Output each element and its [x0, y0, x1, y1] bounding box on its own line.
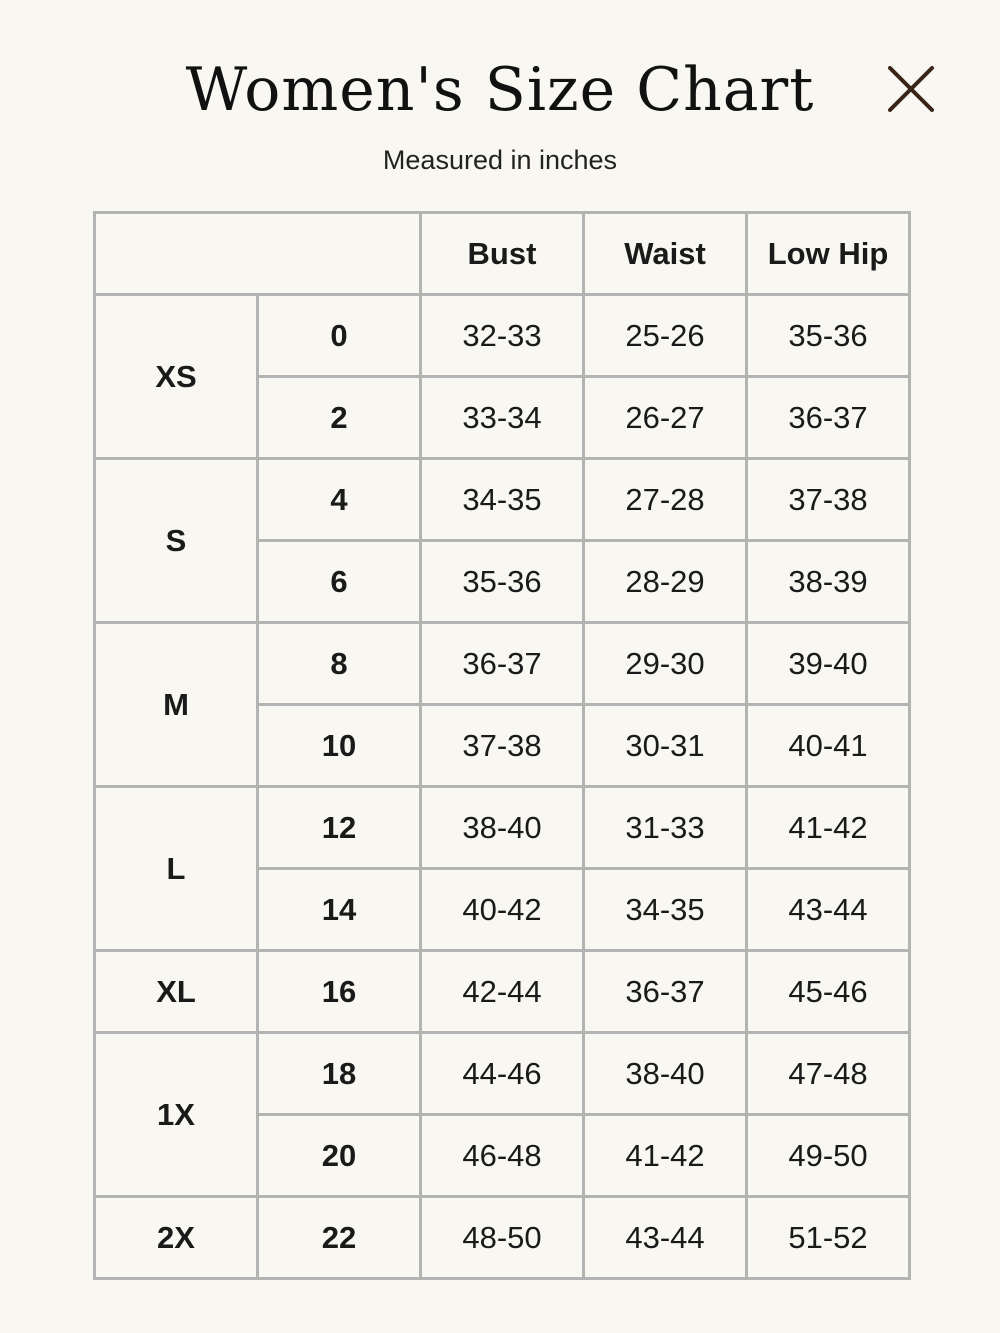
waist-cell: 27-28: [584, 459, 747, 541]
waist-cell: 43-44: [584, 1197, 747, 1279]
bust-cell: 42-44: [421, 951, 584, 1033]
letter-size-cell: XL: [95, 951, 258, 1033]
table-row: [95, 295, 910, 377]
bust-cell: 48-50: [421, 1197, 584, 1279]
waist-cell: 29-30: [584, 623, 747, 705]
header-low-hip: Low Hip: [747, 213, 910, 295]
table-row: [95, 459, 910, 541]
numeric-size-cell: 20: [258, 1115, 421, 1197]
waist-cell: 28-29: [584, 541, 747, 623]
numeric-size-cell: 14: [258, 869, 421, 951]
low-hip-cell: 45-46: [747, 951, 910, 1033]
table-body: [95, 295, 910, 1279]
numeric-size-cell: 0: [258, 295, 421, 377]
letter-size-cell: L: [95, 787, 258, 951]
waist-cell: 34-35: [584, 869, 747, 951]
close-icon: [880, 60, 940, 120]
bust-cell: 33-34: [421, 377, 584, 459]
low-hip-cell: 36-37: [747, 377, 910, 459]
letter-size-cell: 2X: [95, 1197, 258, 1279]
waist-cell: 38-40: [584, 1033, 747, 1115]
table-row: [95, 1033, 910, 1115]
low-hip-cell: 43-44: [747, 869, 910, 951]
table-row: [95, 951, 910, 1033]
bust-cell: 37-38: [421, 705, 584, 787]
numeric-size-cell: 10: [258, 705, 421, 787]
numeric-size-cell: 8: [258, 623, 421, 705]
letter-size-cell: 1X: [95, 1033, 258, 1197]
numeric-size-cell: 12: [258, 787, 421, 869]
table-row: [95, 787, 910, 869]
bust-cell: 35-36: [421, 541, 584, 623]
header-empty-cell: [95, 213, 421, 295]
waist-cell: 31-33: [584, 787, 747, 869]
table-row: [95, 1197, 910, 1279]
bust-cell: 36-37: [421, 623, 584, 705]
header-waist: Waist: [584, 213, 747, 295]
numeric-size-cell: 4: [258, 459, 421, 541]
page-title: Women's Size Chart: [185, 55, 815, 125]
numeric-size-cell: 2: [258, 377, 421, 459]
bust-cell: 32-33: [421, 295, 584, 377]
low-hip-cell: 41-42: [747, 787, 910, 869]
low-hip-cell: 47-48: [747, 1033, 910, 1115]
letter-size-cell: S: [95, 459, 258, 623]
bust-cell: 34-35: [421, 459, 584, 541]
numeric-size-cell: 6: [258, 541, 421, 623]
low-hip-cell: 35-36: [747, 295, 910, 377]
subtitle: Measured in inches: [382, 145, 618, 175]
bust-cell: 44-46: [421, 1033, 584, 1115]
bust-cell: 38-40: [421, 787, 584, 869]
low-hip-cell: 49-50: [747, 1115, 910, 1197]
letter-size-cell: M: [95, 623, 258, 787]
bust-cell: 46-48: [421, 1115, 584, 1197]
low-hip-cell: 38-39: [747, 541, 910, 623]
close-button[interactable]: [880, 60, 940, 120]
low-hip-cell: 51-52: [747, 1197, 910, 1279]
table-row: [95, 623, 910, 705]
numeric-size-cell: 22: [258, 1197, 421, 1279]
waist-cell: 26-27: [584, 377, 747, 459]
waist-cell: 36-37: [584, 951, 747, 1033]
header-bust: Bust: [421, 213, 584, 295]
letter-size-cell: XS: [95, 295, 258, 459]
bust-cell: 40-42: [421, 869, 584, 951]
table-header-row: [95, 213, 910, 295]
numeric-size-cell: 18: [258, 1033, 421, 1115]
numeric-size-cell: 16: [258, 951, 421, 1033]
low-hip-cell: 40-41: [747, 705, 910, 787]
waist-cell: 41-42: [584, 1115, 747, 1197]
low-hip-cell: 37-38: [747, 459, 910, 541]
size-table: [93, 211, 911, 1280]
waist-cell: 30-31: [584, 705, 747, 787]
low-hip-cell: 39-40: [747, 623, 910, 705]
waist-cell: 25-26: [584, 295, 747, 377]
